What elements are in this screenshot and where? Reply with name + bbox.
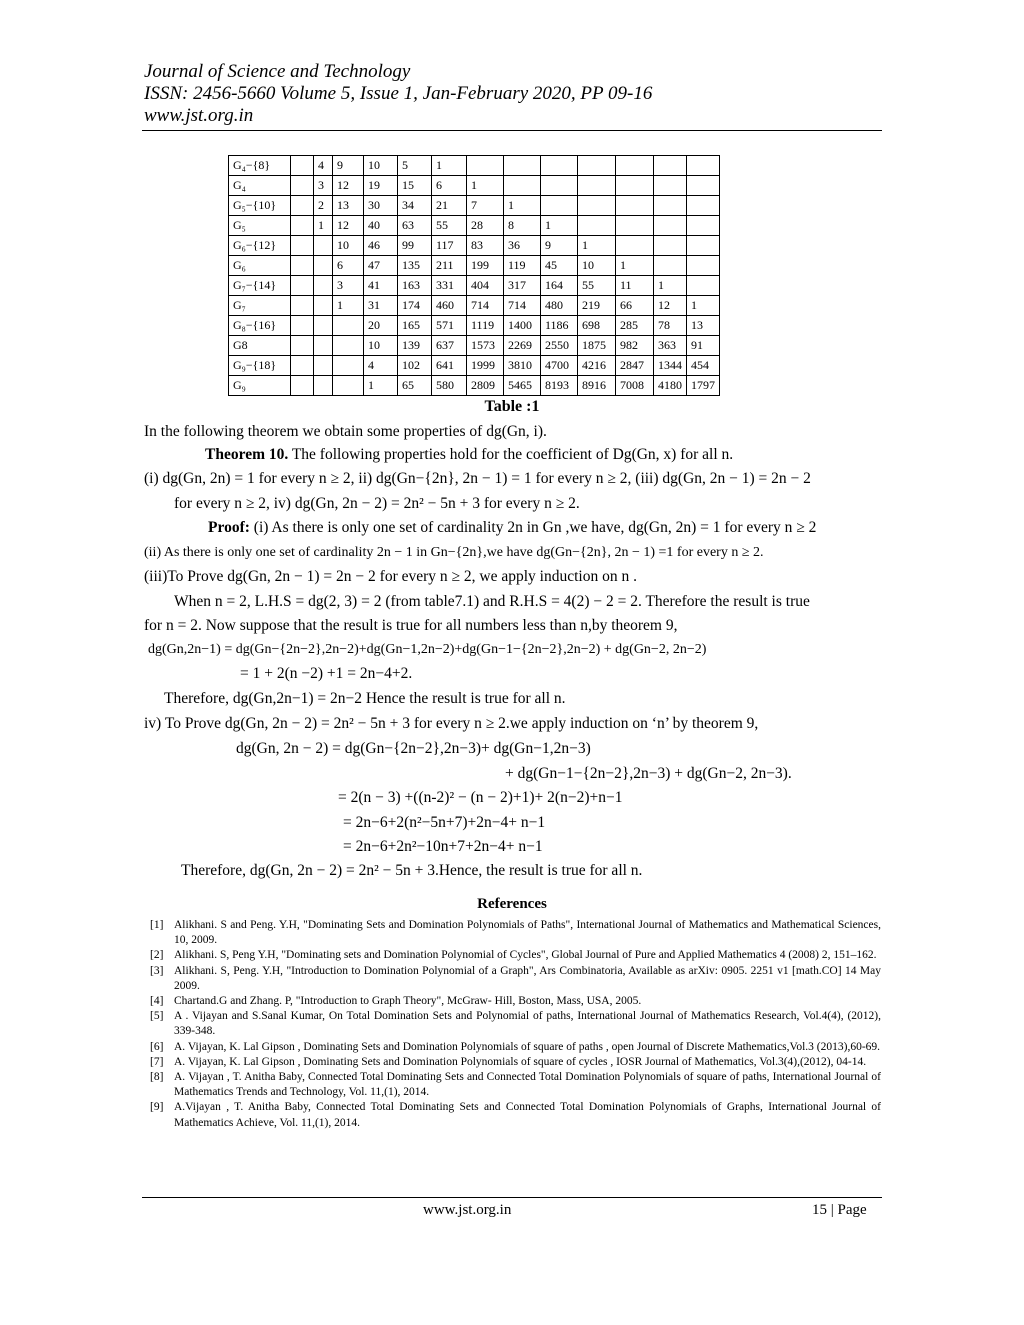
reference-text: Alikhani. S and Peng. Y.H, "Dominating Sets and Domination Polynomials of Paths", International Journal of Mathematics and Mathematical Sciences, 10, 2009. — [174, 919, 881, 947]
reference-item — [150, 1100, 881, 1130]
proof-label: Proof: — [208, 519, 250, 536]
equation-5: = 2(n − 3) +((n-2)² − (n − 2)+1)+ 2(n−2)+n−1 — [338, 789, 623, 806]
reference-number: [2] — [150, 949, 164, 962]
reference-number: [1] — [150, 919, 164, 931]
table-cell — [291, 236, 314, 256]
table-cell — [291, 276, 314, 296]
table-row-label: G8 — [229, 336, 291, 356]
table-cell: 9 — [333, 156, 364, 176]
table-cell: 46 — [364, 236, 398, 256]
table-cell — [504, 176, 541, 196]
reference-text: A . Vijayan and S.Sanal Kumar, On Total Domination Sets and Polynomial of paths, International Journal of Mathematics Research, Vol.4(4), (2012), 339-348. — [174, 1010, 881, 1038]
table-cell: 199 — [467, 256, 504, 276]
table-cell: 164 — [541, 276, 578, 296]
table-cell: 1797 — [687, 376, 720, 396]
references-list — [150, 918, 881, 1131]
reference-text: Chartand.G and Zhang. P, "Introduction to Graph Theory", McGraw- Hill, Boston, Mass, USA, 2005. — [174, 995, 642, 1008]
table-cell: 65 — [398, 376, 432, 396]
table-cell: 55 — [432, 216, 467, 236]
table-cell: 117 — [432, 236, 467, 256]
reference-number: [5] — [150, 1010, 164, 1023]
table-cell: 15 — [398, 176, 432, 196]
table-cell — [687, 156, 720, 176]
table-row-label: G₄ — [229, 176, 291, 196]
table-cell: 1573 — [467, 336, 504, 356]
table-row — [229, 296, 720, 316]
table-cell — [291, 196, 314, 216]
journal-issn: ISSN: 2456-5660 Volume 5, Issue 1, Jan-February 2020, PP 09-16 — [144, 83, 653, 104]
table-cell: 6 — [333, 256, 364, 276]
reference-text: A. Vijayan, K. Lal Gipson , Dominating Sets and Domination Polynomials of square of cycles , IOSR Journal of Mathematics, Vol.3(4),(2012), 04-14. — [174, 1055, 867, 1068]
table-cell — [291, 176, 314, 196]
reference-number: [4] — [150, 995, 164, 1008]
table-cell — [687, 236, 720, 256]
table-cell: 30 — [364, 196, 398, 216]
reference-number: [7] — [150, 1055, 164, 1068]
table-row — [229, 336, 720, 356]
journal-url: www.jst.org.in — [144, 105, 254, 126]
proof-base-case: When n = 2, L.H.S = dg(2, 3) = 2 (from table7.1) and R.H.S = 4(2) − 2 = 2. Therefore the result is true — [174, 593, 810, 610]
theorem-props-1: (i) dg(Gn, 2n) = 1 for every n ≥ 2, ii) dg(Gn−{2n}, 2n − 1) = 1 for every n ≥ 2, (iii) dg(Gn, 2n − 1) = 2n − 2 — [144, 470, 811, 487]
theorem-line — [205, 446, 733, 464]
table-cell — [314, 296, 333, 316]
theorem-text: The following properties hold for the coefficient of Dg(Gn, x) for all n. — [288, 446, 734, 463]
table-cell — [578, 196, 616, 216]
table-cell: 4216 — [578, 356, 616, 376]
coefficient-table — [228, 155, 720, 396]
table-cell — [314, 236, 333, 256]
equation-3: dg(Gn, 2n − 2) = dg(Gn−{2n−2},2n−3)+ dg(Gn−1,2n−3) — [236, 740, 591, 757]
references-heading: References — [477, 896, 547, 912]
header-divider — [142, 130, 882, 131]
table-cell — [314, 336, 333, 356]
table-cell: 102 — [398, 356, 432, 376]
table-cell: 99 — [398, 236, 432, 256]
table-cell — [687, 256, 720, 276]
table-cell: 698 — [578, 316, 616, 336]
table-cell: 1 — [578, 236, 616, 256]
table-cell: 1 — [314, 216, 333, 236]
table-cell: 12 — [333, 216, 364, 236]
reference-item — [150, 948, 881, 963]
table-cell: 8916 — [578, 376, 616, 396]
table-cell — [314, 316, 333, 336]
table-cell — [654, 156, 687, 176]
table-cell: 13 — [333, 196, 364, 216]
table-cell — [654, 236, 687, 256]
table-cell — [541, 176, 578, 196]
table-cell: 41 — [364, 276, 398, 296]
conclusion-iv: Therefore, dg(Gn, 2n − 2) = 2n² − 5n + 3.Hence, the result is true for all n. — [181, 862, 643, 879]
table-row-label: G₇ — [229, 296, 291, 316]
table-cell: 28 — [467, 216, 504, 236]
reference-item — [150, 1055, 881, 1070]
table-row — [229, 316, 720, 336]
reference-text: A. Vijayan , T. Anitha Baby, Connected Total Dominating Sets and Connected Total Domination Polynomials of square of paths, International Journal of Mathematics Trends and Technology, Vol. 11,(1), 2014. — [174, 1071, 881, 1099]
reference-text: A.Vijayan , T. Anitha Baby, Connected Total Dominating Sets and Connected Total Domination Polynomials of Graphs, International Journal of Mathematics Achieve, Vol. 11,(1), 2014. — [174, 1101, 881, 1129]
table-cell: 460 — [432, 296, 467, 316]
table-cell: 34 — [398, 196, 432, 216]
table-cell: 1 — [654, 276, 687, 296]
table-cell: 2550 — [541, 336, 578, 356]
table-cell: 10 — [364, 336, 398, 356]
table-cell: 139 — [398, 336, 432, 356]
proof-iii: (iii)To Prove dg(Gn, 2n − 1) = 2n − 2 for every n ≥ 2, we apply induction on n . — [144, 568, 637, 585]
table-cell — [291, 336, 314, 356]
table-cell: 3 — [333, 276, 364, 296]
table-cell — [654, 256, 687, 276]
table-cell: 165 — [398, 316, 432, 336]
table-cell: 174 — [398, 296, 432, 316]
table-cell: 135 — [398, 256, 432, 276]
table-cell: 1119 — [467, 316, 504, 336]
table-cell: 10 — [578, 256, 616, 276]
reference-item — [150, 1070, 881, 1100]
equation-7: = 2n−6+2n²−10n+7+2n−4+ n−1 — [343, 838, 543, 855]
table-cell: 4700 — [541, 356, 578, 376]
table-cell: 2 — [314, 196, 333, 216]
table-row-label: G₆ — [229, 256, 291, 276]
table-cell: 45 — [541, 256, 578, 276]
table-cell: 21 — [432, 196, 467, 216]
table-cell: 10 — [333, 236, 364, 256]
table-cell: 2809 — [467, 376, 504, 396]
theorem-props-2: for every n ≥ 2, iv) dg(Gn, 2n − 2) = 2n² − 5n + 3 for every n ≥ 2. — [174, 495, 580, 512]
reference-item — [150, 964, 881, 994]
table-cell: 20 — [364, 316, 398, 336]
table-cell: 63 — [398, 216, 432, 236]
table-cell: 1400 — [504, 316, 541, 336]
table-cell — [314, 376, 333, 396]
table-cell: 2269 — [504, 336, 541, 356]
table-cell: 3810 — [504, 356, 541, 376]
table-cell — [333, 356, 364, 376]
table-cell: 285 — [616, 316, 654, 336]
table-cell — [654, 216, 687, 236]
table-cell — [291, 156, 314, 176]
table-row — [229, 236, 720, 256]
table-cell: 404 — [467, 276, 504, 296]
reference-item — [150, 918, 881, 948]
table-cell: 1 — [364, 376, 398, 396]
table-cell: 163 — [398, 276, 432, 296]
proof-induction: for n = 2. Now suppose that the result is true for all numbers less than n,by theorem 9, — [144, 617, 678, 634]
table-cell — [291, 356, 314, 376]
table-cell: 40 — [364, 216, 398, 236]
reference-text: Alikhani. S, Peng. Y.H, "Introduction to Domination Polynomial of a Graph", Ars Combinatoria, Available as arXiv: 0905. 2251 v1 [math.CO] 14 May 2009. — [174, 964, 881, 992]
table-cell: 480 — [541, 296, 578, 316]
equation-2: = 1 + 2(n −2) +1 = 2n−4+2. — [240, 665, 413, 682]
table-cell — [333, 316, 364, 336]
page-number: 15 | Page — [812, 1202, 867, 1218]
table-cell: 7008 — [616, 376, 654, 396]
table-cell: 4 — [364, 356, 398, 376]
table-cell — [314, 356, 333, 376]
table-caption: Table :1 — [484, 398, 540, 415]
table-cell: 219 — [578, 296, 616, 316]
table-cell — [541, 196, 578, 216]
table-cell: 19 — [364, 176, 398, 196]
table-cell: 4180 — [654, 376, 687, 396]
table-cell: 5 — [398, 156, 432, 176]
table-cell — [654, 176, 687, 196]
table-cell: 1186 — [541, 316, 578, 336]
table-cell — [541, 156, 578, 176]
table-row — [229, 276, 720, 296]
table-cell: 1 — [504, 196, 541, 216]
table-row — [229, 216, 720, 236]
footer-divider — [142, 1197, 882, 1198]
table-row-label: G₉ — [229, 376, 291, 396]
reference-text: Alikhani. S, Peng Y.H, "Dominating sets and Domination Polynomial of Cycles", Global Journal of Pure and Applied Mathematics 4 (2008) 2, 151–162. — [174, 949, 877, 962]
table-cell: 363 — [654, 336, 687, 356]
table-cell: 982 — [616, 336, 654, 356]
table-cell — [578, 216, 616, 236]
table-cell: 714 — [504, 296, 541, 316]
table-cell: 12 — [654, 296, 687, 316]
table-row — [229, 196, 720, 216]
table-cell: 6 — [432, 176, 467, 196]
table-row-label: G₆−{12} — [229, 236, 291, 256]
table-row — [229, 356, 720, 376]
table-cell — [314, 276, 333, 296]
table-cell: 1 — [541, 216, 578, 236]
table-cell: 36 — [504, 236, 541, 256]
conclusion-iii: Therefore, dg(Gn,2n−1) = 2n−2 Hence the result is true for all n. — [164, 690, 566, 707]
reference-item — [150, 1009, 881, 1039]
table-cell: 47 — [364, 256, 398, 276]
table-cell — [291, 256, 314, 276]
table-cell: 454 — [687, 356, 720, 376]
table-row — [229, 176, 720, 196]
table-row-label: G₈−{16} — [229, 316, 291, 336]
table-row-label: G₅ — [229, 216, 291, 236]
footer-url: www.jst.org.in — [423, 1202, 512, 1218]
table-cell: 571 — [432, 316, 467, 336]
table-row-label: G₅−{10} — [229, 196, 291, 216]
table-cell: 91 — [687, 336, 720, 356]
table-cell — [291, 316, 314, 336]
reference-number: [3] — [150, 964, 164, 977]
equation-4: + dg(Gn−1−{2n−2},2n−3) + dg(Gn−2, 2n−3). — [505, 765, 792, 782]
table-cell: 4 — [314, 156, 333, 176]
table-cell — [687, 176, 720, 196]
reference-item — [150, 994, 881, 1009]
table-cell: 8 — [504, 216, 541, 236]
table-cell — [616, 196, 654, 216]
table-cell — [616, 236, 654, 256]
proof-line — [208, 519, 816, 537]
intro-line: In the following theorem we obtain some properties of dg(Gn, i). — [144, 423, 547, 440]
reference-number: [9] — [150, 1101, 164, 1114]
table-cell — [654, 196, 687, 216]
table-row-label: G₇−{14} — [229, 276, 291, 296]
journal-header — [144, 61, 652, 127]
table-cell — [504, 156, 541, 176]
table-cell: 1999 — [467, 356, 504, 376]
table-cell: 12 — [333, 176, 364, 196]
table-row — [229, 256, 720, 276]
table-cell: 9 — [541, 236, 578, 256]
journal-title: Journal of Science and Technology — [144, 61, 411, 82]
table-cell: 78 — [654, 316, 687, 336]
proof-text: (i) As there is only one set of cardinality 2n in Gn ,we have, dg(Gn, 2n) = 1 for every n ≥ 2 — [249, 519, 817, 536]
table-cell: 7 — [467, 196, 504, 216]
table-cell — [291, 376, 314, 396]
table-cell: 211 — [432, 256, 467, 276]
table-cell: 1344 — [654, 356, 687, 376]
table-row-label: G₉−{18} — [229, 356, 291, 376]
reference-number: [6] — [150, 1040, 164, 1053]
table-cell: 637 — [432, 336, 467, 356]
table-cell: 8193 — [541, 376, 578, 396]
table-cell: 66 — [616, 296, 654, 316]
table-row — [229, 156, 720, 176]
reference-text: A. Vijayan, K. Lal Gipson , Dominating Sets and Domination Polynomials of square of paths , open Journal of Discrete Mathematics,Vol.3 (2013),60-69. — [174, 1040, 881, 1053]
table-cell: 1 — [616, 256, 654, 276]
table-cell — [333, 336, 364, 356]
table-cell — [333, 376, 364, 396]
table-cell — [291, 296, 314, 316]
table-cell: 13 — [687, 316, 720, 336]
proof-ii: (ii) As there is only one set of cardinality 2n − 1 in Gn−{2n},we have dg(Gn−{2n}, 2n − 1) =1 for every n ≥ 2. — [144, 545, 764, 560]
table-cell: 83 — [467, 236, 504, 256]
table-cell — [578, 176, 616, 196]
table-cell: 1 — [467, 176, 504, 196]
table-cell — [616, 216, 654, 236]
table-cell: 580 — [432, 376, 467, 396]
equation-6: = 2n−6+2(n²−5n+7)+2n−4+ n−1 — [343, 814, 546, 831]
table-cell: 1 — [333, 296, 364, 316]
table-row — [229, 376, 720, 396]
table-cell — [314, 256, 333, 276]
table-cell — [616, 156, 654, 176]
table-cell: 1 — [432, 156, 467, 176]
table-cell: 55 — [578, 276, 616, 296]
table-row-label: G₄−{8} — [229, 156, 291, 176]
table-cell: 3 — [314, 176, 333, 196]
theorem-label: Theorem 10. — [205, 446, 289, 463]
table-cell: 119 — [504, 256, 541, 276]
reference-item — [150, 1040, 881, 1055]
proof-iv: iv) To Prove dg(Gn, 2n − 2) = 2n² − 5n + 3 for every n ≥ 2.we apply induction on ‘n’ by theorem 9, — [144, 715, 759, 732]
table-cell — [578, 156, 616, 176]
table-cell: 714 — [467, 296, 504, 316]
table-cell: 11 — [616, 276, 654, 296]
table-cell: 2847 — [616, 356, 654, 376]
table-cell: 1875 — [578, 336, 616, 356]
table-cell: 31 — [364, 296, 398, 316]
table-cell — [687, 196, 720, 216]
reference-number: [8] — [150, 1071, 164, 1084]
table-cell — [467, 156, 504, 176]
table-cell: 317 — [504, 276, 541, 296]
equation-1: dg(Gn,2n−1) = dg(Gn−{2n−2},2n−2)+dg(Gn−1,2n−2)+dg(Gn−1−{2n−2},2n−2) + dg(Gn−2, 2n−2) — [148, 642, 707, 657]
table-cell: 1 — [687, 296, 720, 316]
table-cell — [291, 216, 314, 236]
table-cell — [687, 276, 720, 296]
table-cell — [687, 216, 720, 236]
table-cell: 10 — [364, 156, 398, 176]
table-cell — [616, 176, 654, 196]
table-cell: 641 — [432, 356, 467, 376]
table-cell: 331 — [432, 276, 467, 296]
table-cell: 5465 — [504, 376, 541, 396]
